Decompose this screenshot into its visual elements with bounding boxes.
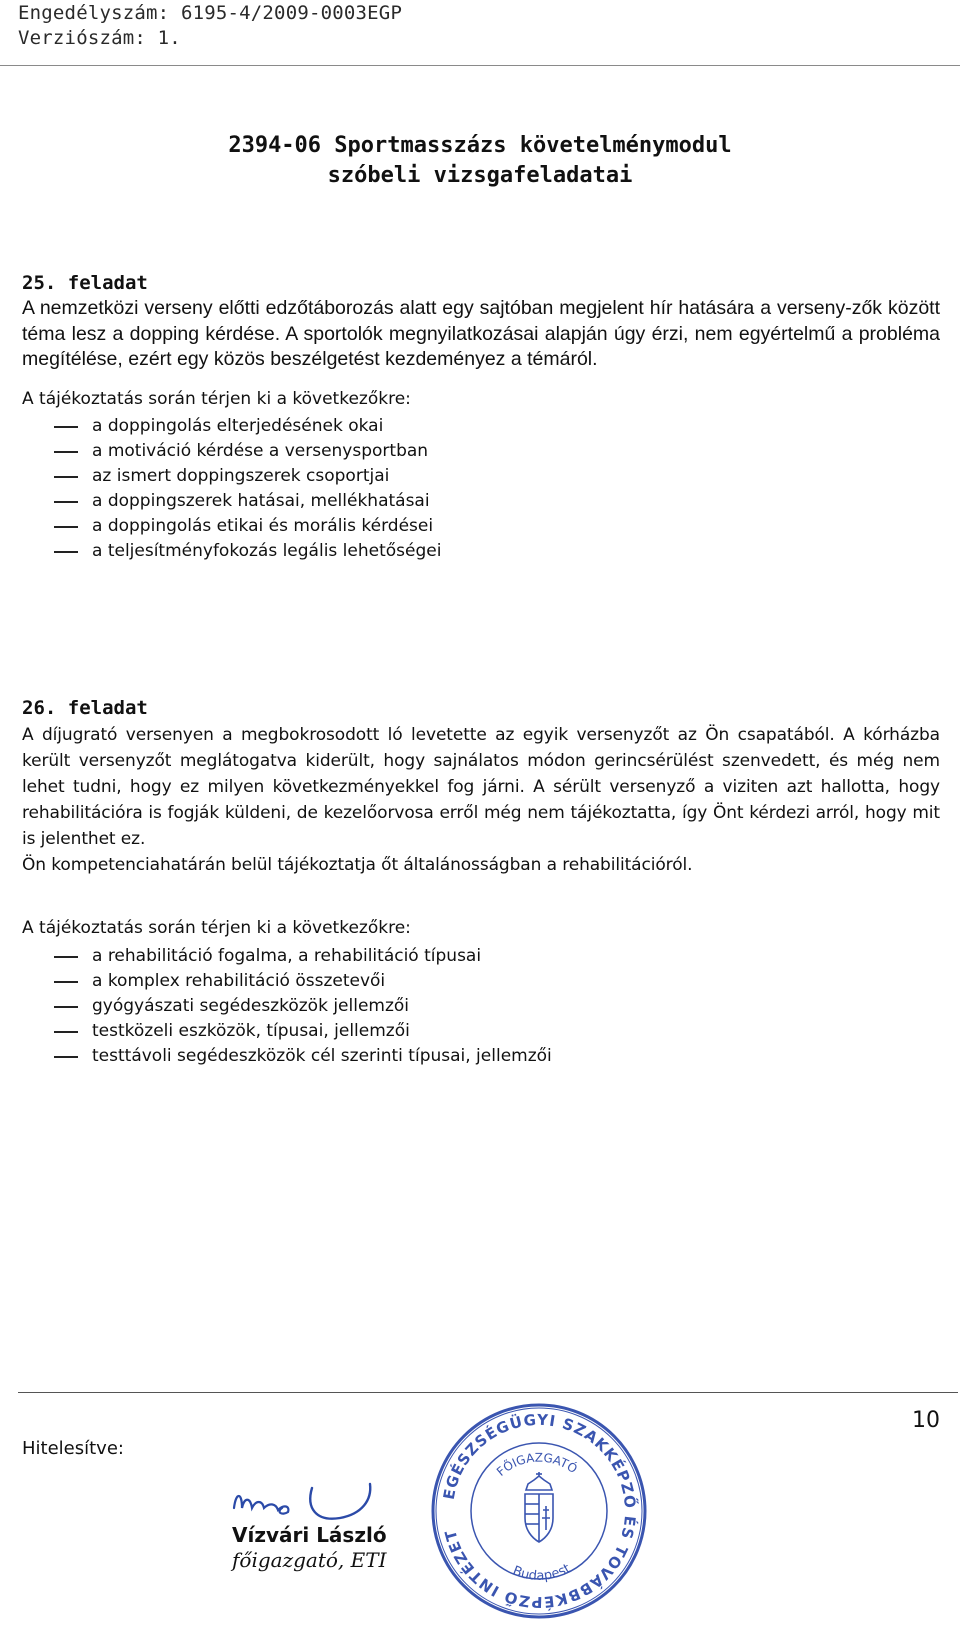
svg-text:Budapest <box>510 1561 573 1584</box>
task-25-topic-list <box>22 414 441 564</box>
list-item <box>22 439 441 464</box>
task-25-description: A nemzetközi verseny előtti edzőtáborozás alatt egy sajtóban megjelent hír hatására a verseny-zők között téma lesz a dopping kérdése. A sportolók megnyilatkozásai alapján úgy érzi, nem egyértelmű a probléma megítélése, ezért egy közös beszélgetést kezdeményez a témáról. <box>22 297 940 370</box>
list-item <box>22 1019 552 1044</box>
dash-bullet <box>54 981 78 983</box>
dash-bullet <box>54 476 78 478</box>
task-25-paragraph <box>22 296 940 373</box>
dash-bullet <box>54 451 78 453</box>
dash-bullet <box>54 426 78 428</box>
list-item-text: a doppingolás elterjedésének okai <box>92 416 384 436</box>
task-26-paragraph <box>22 722 940 878</box>
signatory-role: főigazgató, ETI <box>232 1548 387 1572</box>
official-stamp-seal <box>428 1400 650 1622</box>
list-item <box>22 514 441 539</box>
list-item <box>22 944 552 969</box>
list-item <box>22 464 441 489</box>
document-subtitle: szóbeli vizsgafeladatai <box>327 163 633 188</box>
dash-bullet <box>54 551 78 553</box>
task-26-heading: 26. feladat <box>22 697 148 719</box>
dash-bullet <box>54 1006 78 1008</box>
footer-divider <box>18 1392 958 1393</box>
document-title: 2394-06 Sportmasszázs követelménymodul <box>228 133 732 158</box>
task-26-instruction: Ön kompetenciahatárán belül tájékoztatja őt általánosságban a rehabilitációról. <box>22 855 693 875</box>
list-item <box>22 1044 552 1069</box>
handwritten-signature <box>230 1478 390 1528</box>
list-item-text: az ismert doppingszerek csoportjai <box>92 466 390 486</box>
stamp-inner-text: FŐIGAZGATÓ <box>493 1450 580 1479</box>
list-item-text: a teljesítményfokozás legális lehetőségei <box>92 541 442 561</box>
list-item-text: a rehabilitáció fogalma, a rehabilitáció típusai <box>92 946 482 966</box>
license-number: Engedélyszám: 6195-4/2009-0003EGP <box>18 2 403 24</box>
dash-bullet <box>54 1056 78 1058</box>
task-25-heading: 25. feladat <box>22 272 148 294</box>
dash-bullet <box>54 1031 78 1033</box>
certified-label: Hitelesítve: <box>22 1438 124 1459</box>
list-item-text: testtávoli segédeszközök cél szerinti típusai, jellemzői <box>92 1046 552 1066</box>
header-divider <box>0 65 960 66</box>
task-26-description: A díjugrató versenyen a megbokrosodott ló levetette az egyik versenyzőt az Ön csapatából. A kórházba került versenyzőt meglátogatva kiderült, hogy sajnálatos módon gerincsérülést szenvedett, és még nem lehet tudni, hogy ez milyen következményekkel fog járni. A sérült versenyző a viziten azt hallotta, hogy rehabilitációra is fogják küldeni, de kezelőorvosa erről még nem tájékoztatta, így Önt kérdezi arról, hogy mit is jelenthet ez. <box>22 725 940 849</box>
stamp-city-text: Budapest <box>510 1561 574 1584</box>
list-item-text: a motiváció kérdése a versenysportban <box>92 441 429 461</box>
task-26-intro: A tájékoztatás során térjen ki a következőkre: <box>22 918 411 938</box>
version-number: Verziószám: 1. <box>18 27 181 49</box>
dash-bullet <box>54 526 78 528</box>
stamp-ring-text: EGÉSZSÉGÜGYI SZAKKÉPZŐ ÉS TOVÁBBKÉPZŐ INTÉZET <box>439 1410 640 1612</box>
task-26-topic-list <box>22 944 552 1069</box>
list-item-text: gyógyászati segédeszközök jellemzői <box>92 996 410 1016</box>
list-item <box>22 969 552 994</box>
signatory-name: Vízvári László <box>232 1523 387 1547</box>
list-item <box>22 489 441 514</box>
coat-of-arms-icon <box>525 1472 553 1542</box>
list-item-text: a doppingolás etikai és morális kérdései <box>92 516 434 536</box>
dash-bullet <box>54 956 78 958</box>
dash-bullet <box>54 501 78 503</box>
list-item <box>22 994 552 1019</box>
list-item-text: testközeli eszközök, típusai, jellemzői <box>92 1021 410 1041</box>
list-item <box>22 414 441 439</box>
list-item-text: a doppingszerek hatásai, mellékhatásai <box>92 491 430 511</box>
task-25-intro: A tájékoztatás során térjen ki a következőkre: <box>22 389 411 409</box>
list-item <box>22 539 441 564</box>
page-number: 10 <box>912 1408 940 1433</box>
list-item-text: a komplex rehabilitáció összetevői <box>92 971 386 991</box>
